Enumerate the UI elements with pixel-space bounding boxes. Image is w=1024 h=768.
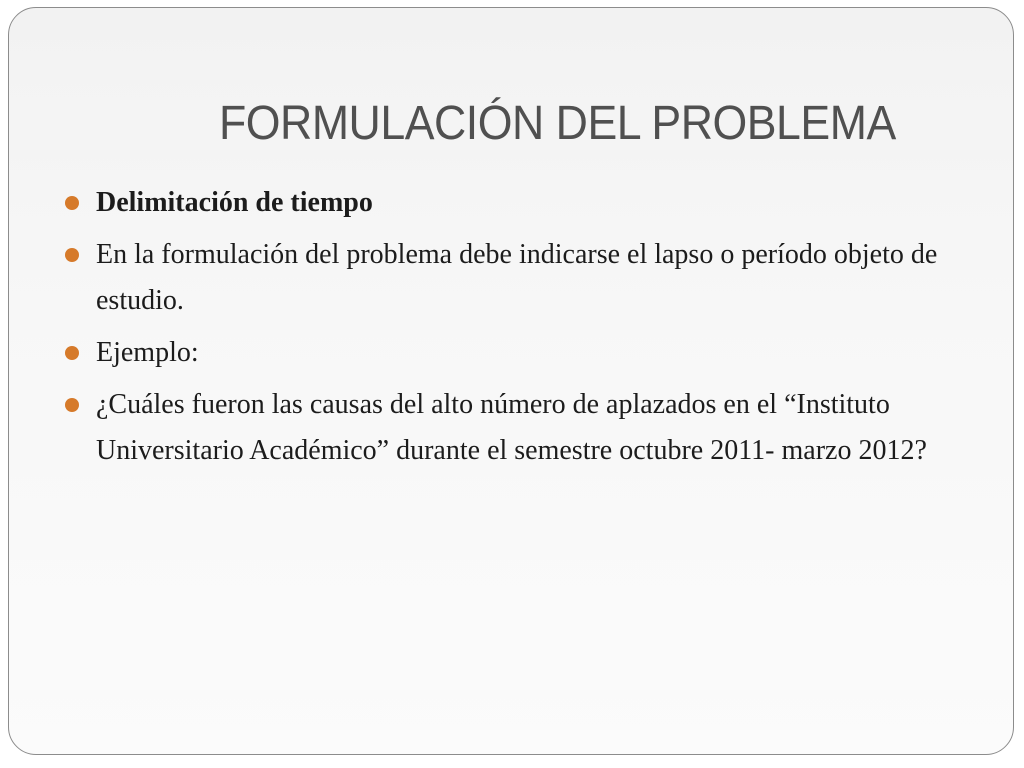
bullet-text: Delimitación de tiempo xyxy=(96,187,373,218)
bullet-dot-icon xyxy=(65,398,79,412)
bullet-item-formulation xyxy=(65,232,965,324)
bullet-dot-icon xyxy=(65,196,79,210)
slide-title: FORMULACIÓN DEL PROBLEMA xyxy=(219,97,896,150)
bullet-item-example-question xyxy=(65,382,965,474)
slide-frame xyxy=(8,7,1014,755)
bullet-item-time-delimitation xyxy=(65,180,965,226)
bullet-text: ¿Cuáles fueron las causas del alto número de aplazados en el “Instituto Universitario Académico” durante el semestre octubre 2011- marzo 2012? xyxy=(96,389,927,466)
bullet-dot-icon xyxy=(65,248,79,262)
bullet-dot-icon xyxy=(65,346,79,360)
bullet-list xyxy=(65,180,965,480)
bullet-text: En la formulación del problema debe indicarse el lapso o período objeto de estudio. xyxy=(96,239,938,316)
bullet-text: Ejemplo: xyxy=(96,337,199,368)
bullet-item-example-label xyxy=(65,330,965,376)
